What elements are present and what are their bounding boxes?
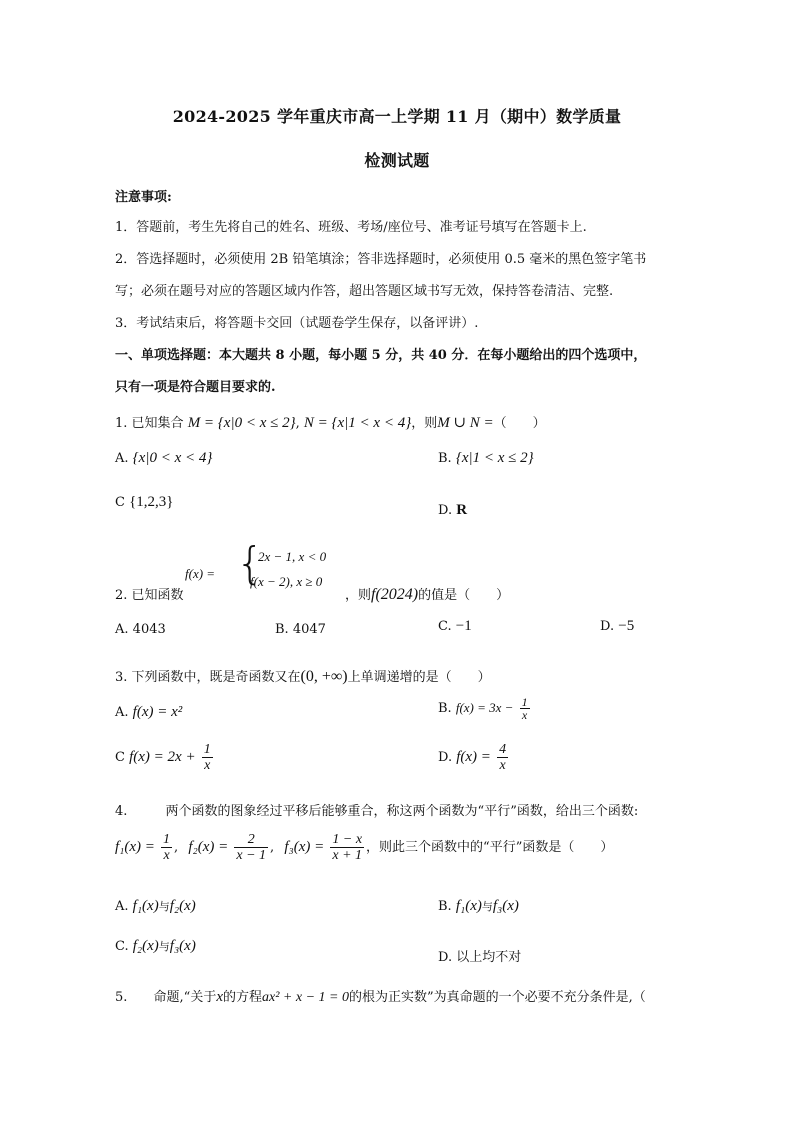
q1-option-b[interactable]: B. {x|1 < x ≤ 2} [438, 450, 534, 466]
question-2-suffix: ，则f(2024)的值是（ ） [345, 586, 510, 603]
fraction: $\frac{1}{x}$ [521, 695, 528, 722]
q4-option-d[interactable]: D. 以上均不对 [438, 950, 522, 965]
q3-option-d[interactable]: D. f(x) = $\frac{4}{x}$ [438, 742, 507, 773]
union-expr: M ∪ N = [437, 415, 494, 431]
fraction: $\frac{1}{x}$ [163, 832, 171, 863]
q2-option-d[interactable]: D. −5 [600, 618, 635, 634]
question-3-stem: 3. 下列函数中，既是奇函数又在(0, +∞)上单调递增的是（ ） [115, 668, 491, 685]
q1-option-c[interactable]: C {1,2,3} [115, 494, 174, 510]
q3-option-a[interactable]: A. f(x) = x² [115, 704, 183, 720]
q2-option-b[interactable]: B. 4047 [275, 622, 326, 637]
question-2-prefix: 2. 已知函数 [115, 588, 184, 603]
q4-option-b[interactable]: B. f₁(x)与f₃(x) [438, 898, 519, 914]
q4-option-c[interactable]: C. f₂(x)与f₃(x) [115, 938, 196, 954]
question-1-stem: 1. 已知集合 M = {x|0 < x ≤ 2}, N = {x|1 < x < 4}，则M ∪ N =（ ） [115, 415, 546, 431]
q2-option-a[interactable]: A. 4043 [115, 622, 166, 637]
section1-heading-line1: 一、单项选择题：本大题共 8 小题，每小题 5 分，共 40 分．在每小题给出的四个选项中， [115, 348, 647, 363]
piecewise-brace: { [236, 538, 264, 589]
interval: (0, +∞) [300, 668, 348, 685]
fraction: $\frac{1}{x}$ [203, 742, 211, 773]
q3-option-b[interactable]: B. f(x) = 3x − $\frac{1}{x}$ [438, 695, 528, 722]
notes-heading: 注意事项: [115, 190, 172, 205]
q1-option-a[interactable]: A. {x|0 < x < 4} [115, 450, 213, 466]
set-m: M = {x|0 < x ≤ 2} [187, 415, 296, 431]
note-item-3: 写；必须在题号对应的答题区域内作答，超出答题区域书写无效，保持答卷清洁、完整. [115, 284, 614, 299]
equation: ax² + x − 1 = 0 [262, 990, 349, 1005]
q1-option-d[interactable]: D. R [438, 502, 468, 518]
fraction: $\frac{4}{x}$ [499, 742, 507, 773]
question-4-line1: 4. 两个函数的图象经过平移后能够重合，称这两个函数为“平行”函数，给出三个函数: [115, 804, 639, 819]
set-n: N = {x|1 < x < 4} [303, 415, 412, 431]
question-5-stem: 5. 命题,“关于x的方程ax² + x − 1 = 0的根为正实数”为真命题的一个必要不充分条件是,（ [115, 989, 646, 1005]
exam-title-line1: 2024-2025 学年重庆市高一上学期 11 月（期中）数学质量 [172, 107, 622, 126]
q4-option-a[interactable]: A. f₁(x)与f₂(x) [115, 898, 196, 914]
note-item-2: 2．答选择题时，必须使用 2B 铅笔填涂；答非选择题时，必须使用 0.5 毫米的黑色签字笔书 [115, 252, 647, 267]
q3-option-c[interactable]: C f(x) = 2x + $\frac{1}{x}$ [115, 742, 211, 773]
q2-function-lhs: f(x) = [185, 566, 216, 581]
q2-case-2: f(x − 2), x ≥ 0 [250, 574, 323, 589]
fraction: $\frac{1 - x}{x + 1}$ [332, 832, 363, 863]
fraction: $\frac{2}{x - 1}$ [236, 832, 267, 863]
note-item-4: 3．考试结束后，将答题卡交回（试题卷学生保存，以备评讲）. [115, 316, 479, 331]
note-item-1: 1．答题前，考生先将自己的姓名、班级、考场/座位号、准考证号填写在答题卡上. [115, 220, 587, 235]
q2-option-c[interactable]: C. −1 [438, 618, 472, 634]
question-4-functions: f₁(x) = $\frac{1}{x}$ , f₂(x) = $\frac{2}{x - 1}$ , f₃(x) = $\frac{1 - x}{x + 1}$ ，则此三个函数中的“平行”函数是（ ） [115, 832, 614, 863]
section1-heading-line2: 只有一项是符合题目要求的. [115, 380, 276, 395]
q2-case-1: 2x − 1, x < 0 [258, 549, 327, 564]
exam-title-line2: 检测试题 [364, 151, 430, 170]
